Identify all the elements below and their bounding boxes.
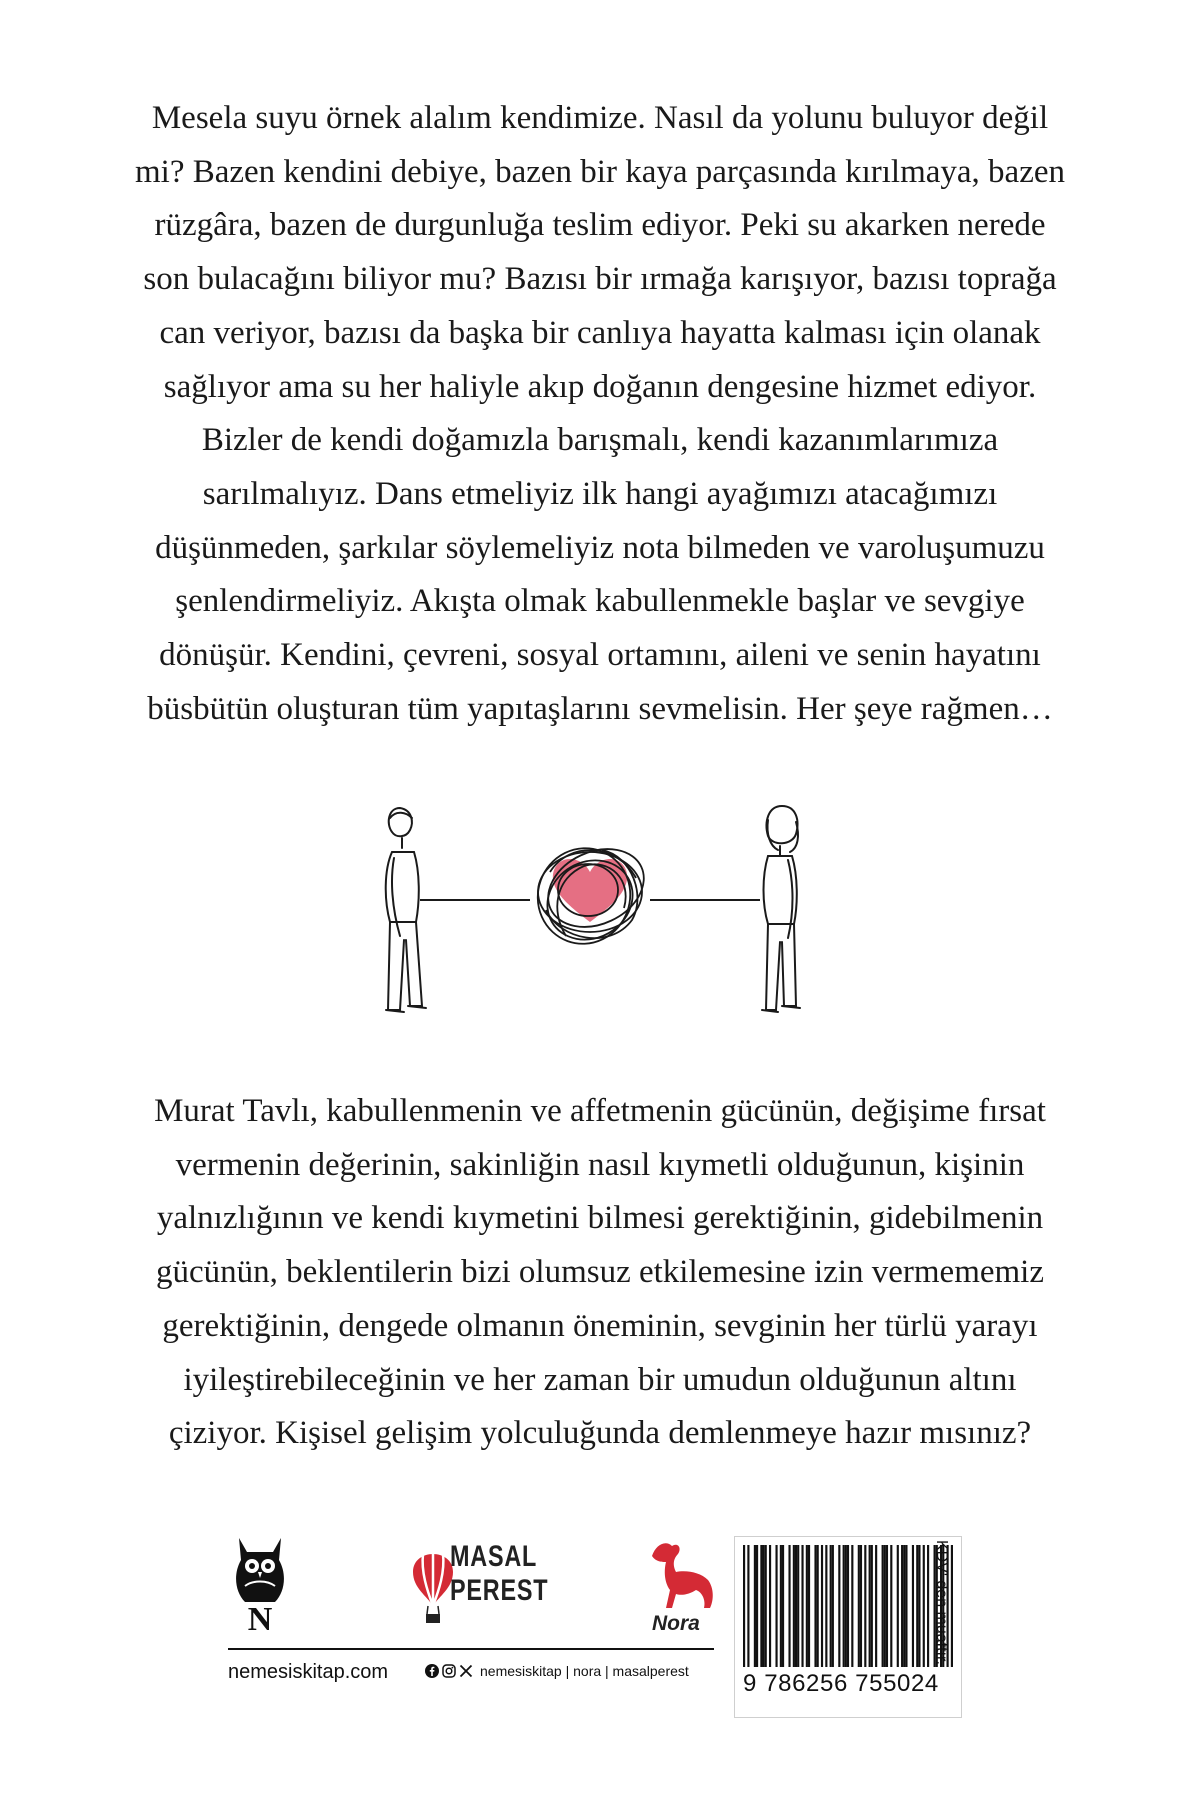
instagram-icon[interactable] [442,1664,456,1678]
blurb-line: dönüşür. Kendini, çevreni, sosyal ortamını, aileni ve senin hayatını [159,637,1041,674]
blurb-line: şenlendirmeliyiz. Akışta olmak kabullenmekle başlar ve sevgiye [175,583,1025,620]
social-links [425,1663,689,1679]
blurb-line: Murat Tavlı, kabullenmenin ve affetmenin gücünün, değişime fırsat [154,1093,1046,1129]
website-link[interactable]: nemesiskitap.com [228,1661,389,1683]
blurb-line: Bizler de kendi doğamızla barışmalı, kendi kazanımlarımıza [201,422,999,459]
blurb-line: Mesela suyu örnek alalım kendimize. Nasıl da yolunu buluyor değil [151,100,1049,136]
blurb-line: gerektiğinin, dengede olmanın öneminin, sevginin her türlü yarayı [162,1307,1038,1344]
blurb-top [100,92,1100,736]
blurb-line: gücünün, beklentilerin bizi olumsuz etkilemesine izin vermememiz [156,1254,1044,1291]
blurb-line: vermenin değerinin, sakinliğin nasıl kıymetli olduğunun, kişinin [175,1146,1025,1183]
nora-wordmark: Nora [652,1612,700,1635]
blurb-line: büsbütün oluşturan tüm yapıtaşlarını sevmelisin. Her şeye rağmen… [147,690,1053,727]
publisher-logos [225,1530,715,1650]
nemesis-owl-logo [225,1530,295,1634]
blurb-line: yalnızlığının ve kendi kıymetini bilmesi gerektiğinin, gidebilmenin [156,1200,1044,1237]
tangled-heart-icon [524,834,656,957]
blurb-line: iyileştirebileceğinin ve her zaman bir umudun olduğunun altını [183,1361,1017,1398]
svg-text:N: N [247,1601,273,1634]
barcode [734,1536,962,1718]
barcode-bars [743,1545,953,1667]
blurb-line: mi? Bazen kendini debiye, bazen bir kaya parçasında kırılmaya, bazen [134,153,1065,190]
person-right-icon [762,806,800,1012]
person-left-icon [386,808,426,1012]
vat-exemption-note: KDV' den muaftır. [933,1540,950,1665]
facebook-icon[interactable] [425,1664,439,1678]
isbn-number: 9 786256 755024 [743,1670,939,1697]
blurb-line: can veriyor, bazısı da başka bir canlıya hayatta kalması için olanak [159,314,1041,351]
footer-divider [228,1648,714,1650]
social-handles: nemesiskitap | nora | masalperest [480,1663,689,1679]
x-icon[interactable] [459,1664,473,1678]
blurb-line: düşünmeden, şarkılar söylemeliyiz nota bilmeden ve varoluşumuzu [155,529,1045,566]
blurb-line: sağlıyor ama su her haliyle akıp doğanın dengesine hizmet ediyor. [163,368,1037,405]
blurb-line: son bulacağını biliyor mu? Bazısı bir ırmağa karışıyor, bazısı toprağa [143,261,1057,298]
blurb-line: çiziyor. Kişisel gelişim yolculuğunda demlenmeye hazır mısınız? [168,1415,1032,1452]
blurb-line: rüzgâra, bazen de durgunluğa teslim ediyor. Peki su akarken nerede [154,207,1046,244]
blurb-bottom [100,1085,1100,1461]
illustration [370,800,810,1040]
masalperest-wordmark: MASAL PEREST [450,1540,549,1607]
blurb-line: sarılmalıyız. Dans etmeliyiz ilk hangi ayağımızı atacağımızı [202,475,998,512]
